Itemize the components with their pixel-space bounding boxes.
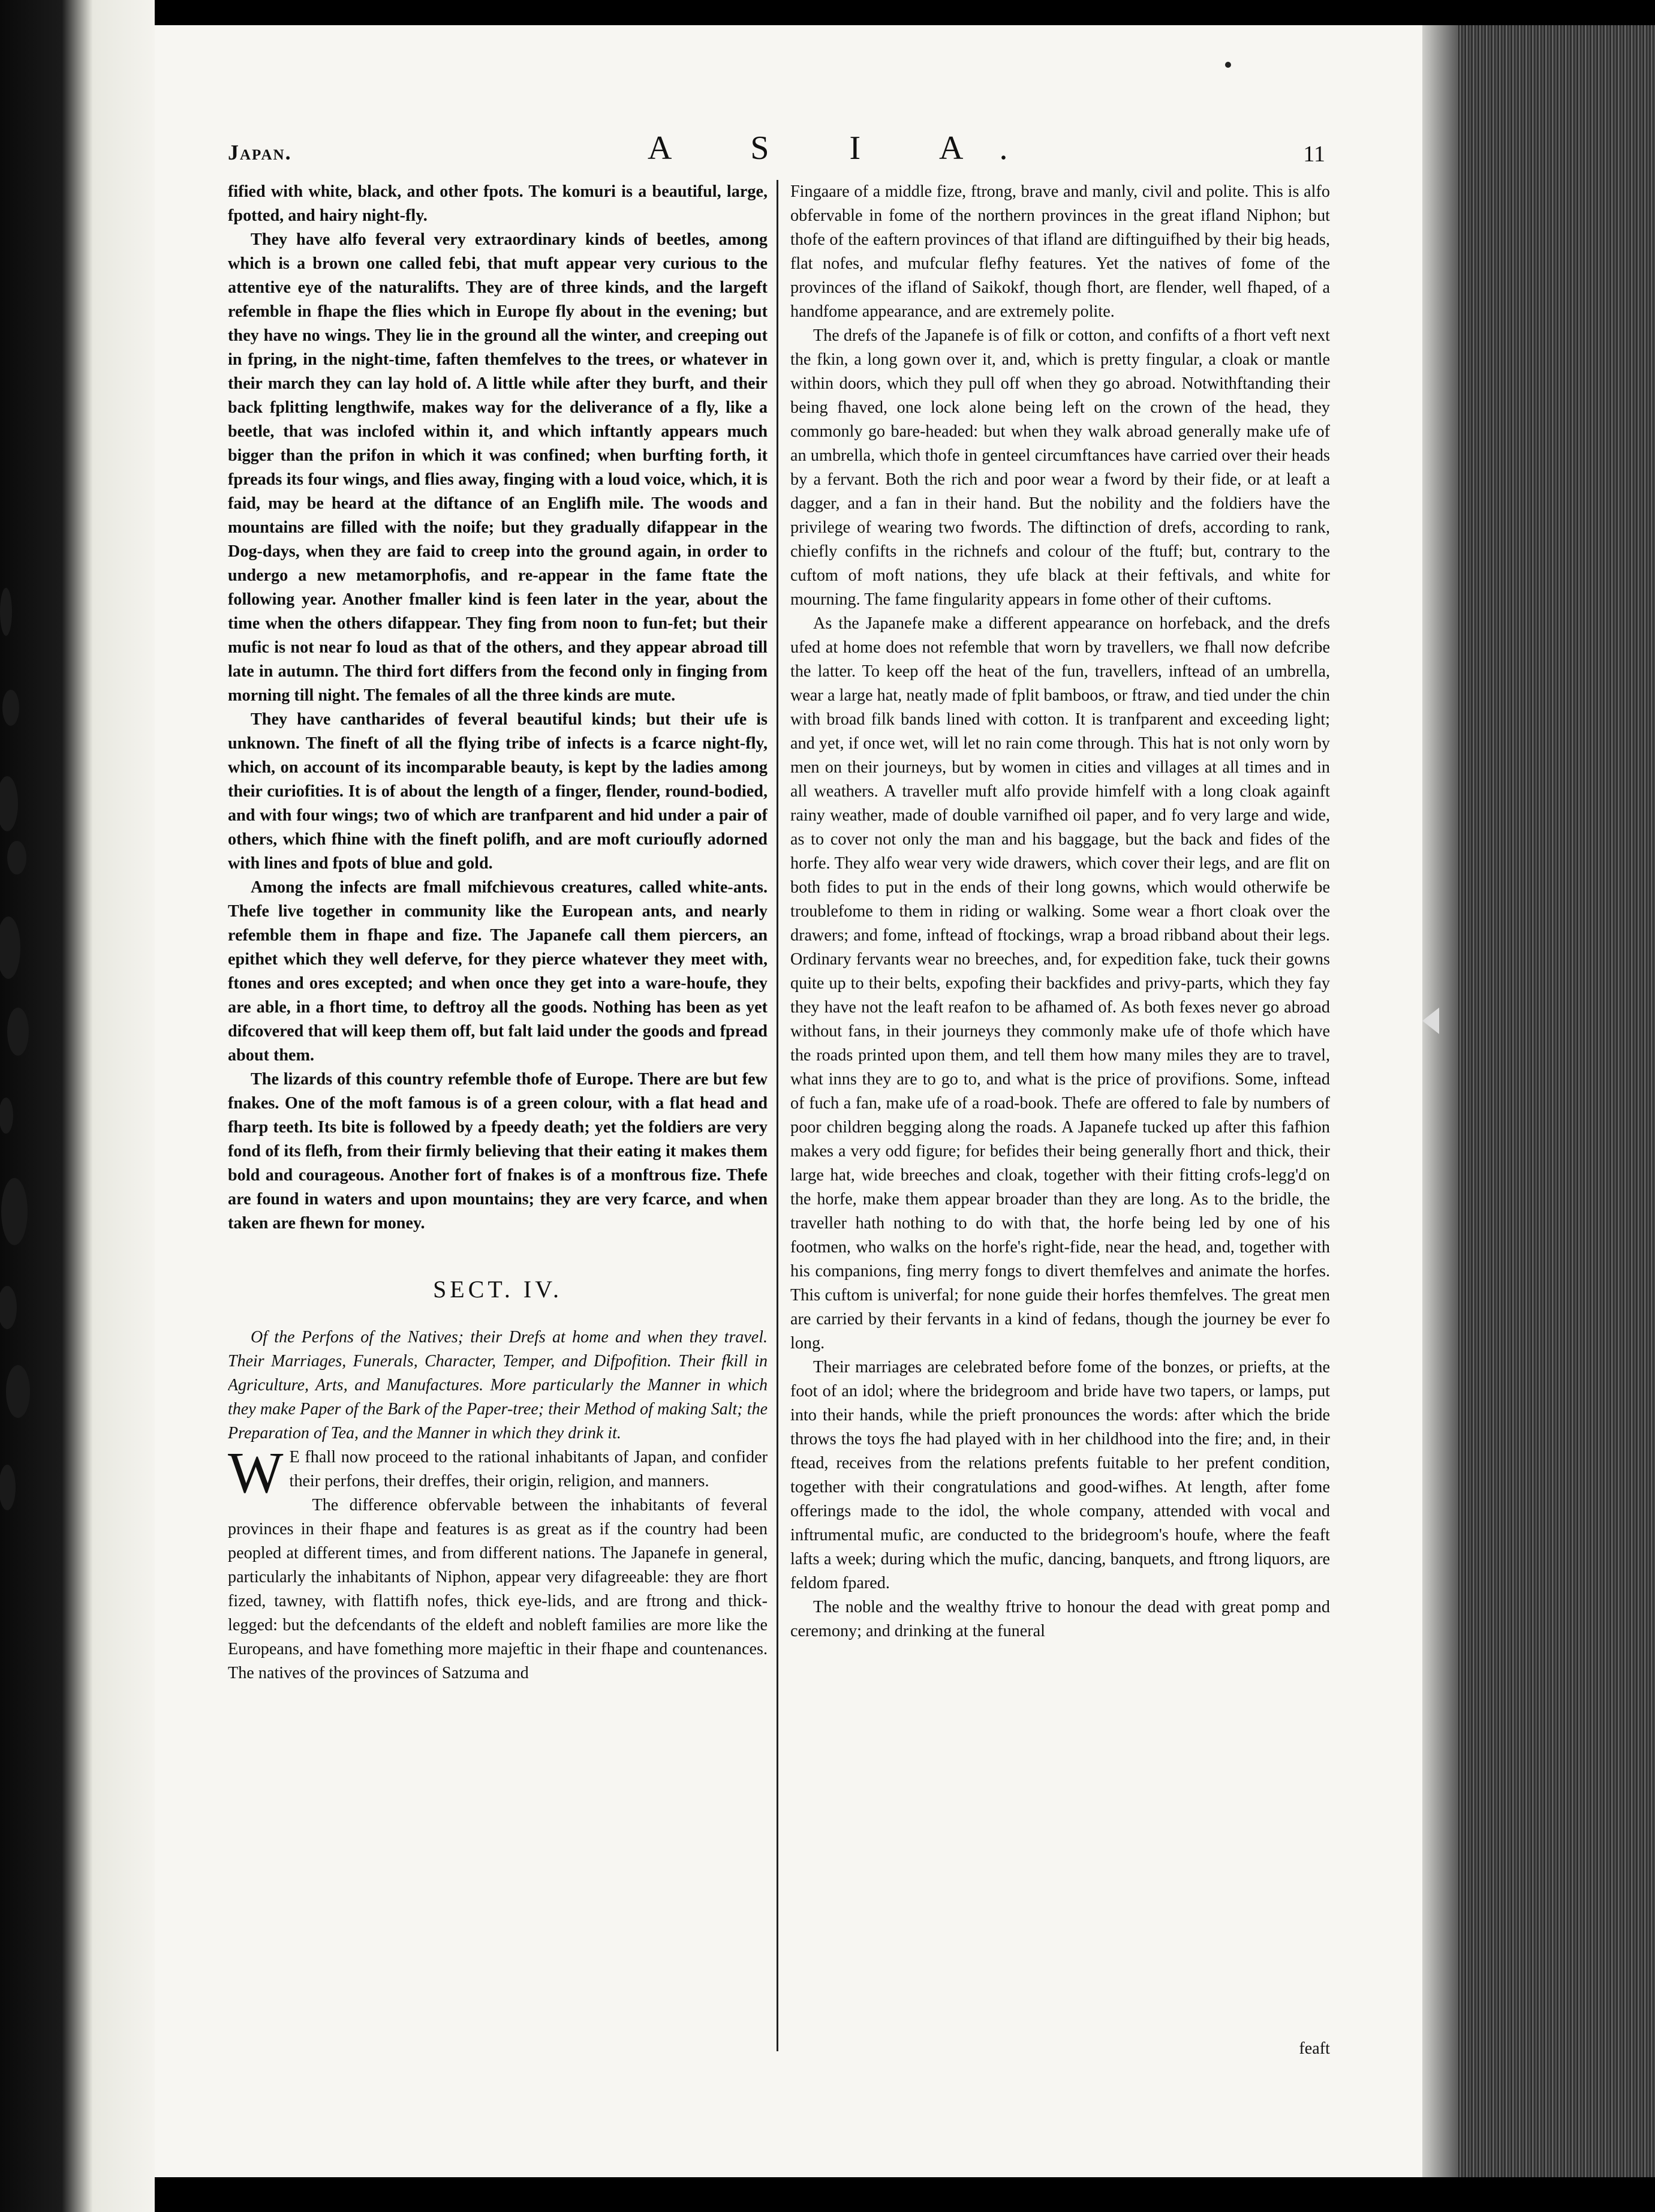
column-rule xyxy=(777,180,778,2051)
section-summary: Of the Perfons of the Natives; their Drefs at home and when they travel. Their Marriages, Funerals, Character, Temper, and Difpofition. Their fkill in Agriculture, Arts, and Manufactures. More particularly the Manner in which they make Paper of the Bark of the Paper-tree; their Method of making Salt; the Preparation of Tea, and the Manner in which they drink it. xyxy=(228,1328,768,1442)
paragraph: fified with white, black, and other fpots. The komuri is a beautiful, large, fpotted, and hairy night-fly. xyxy=(228,182,768,225)
paragraph: Fingaare of a middle fize, ftrong, brave and manly, civil and polite. This is alfo obfervable in fome of the northern provinces in the great ifland Niphon; but thofe of the eaftern provinces of that ifland are diftinguifhed by their big heads, flat nofes, and mufcular flefhy features. Yet the natives of fome of the provinces of the ifland of Saikokf, though fhort, are flender, well fhaped, of a handfome appearance, and are extremely polite. xyxy=(790,182,1330,321)
paragraph: They have cantharides of feveral beautiful kinds; but their ufe is unknown. The fineft of all the flying tribe of infects is a fcarce night-fly, which, on account of its incomparable beauty, is kept by the ladies among their curiofities. It is of about the length of a finger, flender, round-bodied, and with four wings; two of which are tranfparent and hid under a pair of others, which fhine with the fineft polifh, and are moft curioufly adorned with lines and fpots of blue and gold. xyxy=(228,710,768,873)
paragraph: As the Japanefe make a different appearance on horfeback, and the drefs ufed at home does not refemble that worn by travellers, we fhall now defcribe the latter. To keep off the heat of the fun, travellers, inftead of an umbrella, wear a large hat, neatly made of fplit bamboos, or ftraw, and tied under the chin with broad filk bands lined with cotton. It is tranfparent and exceeding light; and yet, if once wet, will let no rain come through. This hat is not only worn by men on their journeys, but by women in cities and villages at all times and in all weathers. A traveller muft alfo provide himfelf with a long cloak againft rainy weather, made of double varnifhed oil paper, and fo very large and wide, as to cover not only the man and his baggage, but the back and fides of the horfe. They alfo wear very wide drawers, which cover their legs, and are flit on both fides to put in the ends of their long gowns, which would otherwife be troublefome to them in riding or walking. Some wear a fhort cloak over the drawers; and fome, inftead of ftockings, wrap a broad ribband about their legs. Ordinary fervants wear no breeches, and, for expedition fake, tuck their gowns quite up to their belts, expofing their backfides and privy-parts, which they fay they have not the leaft reafon to be afhamed of. As both fexes never go abroad without fans, in their journeys they commonly make ufe of thofe which have the roads printed upon them, and tell them how many miles they are to travel, what inns they are to go to, and what is the price of provifions. Some, inftead of fuch a fan, make ufe of a road-book. Thefe are offered to fale by numbers of poor children begging along the roads. A Japanefe tucked up after this fafhion makes a very odd figure; for befides their being generally fhort and thick, their large hat, wide breeches and cloak, together with their fitting crofs-legg'd on the horfe, make them appear broader than they are long. As to the bridle, the traveller hath nothing to do with that, the horfe being led by one of his footmen, who walks on the horfe's right-fide, near the head, and, together with his companions, fing merry fongs to divert themfelves and animate the horfes. This cuftom is univerfal; for none guide their horfes themfelves. The great men are carried by their fervants in a kind of fedans, though the journey be ever fo long. xyxy=(790,614,1330,1353)
catchword-line xyxy=(790,2034,1330,2061)
section-heading: SECT. IV. xyxy=(433,1276,562,1303)
facing-page-ornament xyxy=(0,576,42,1595)
paragraph: The drefs of the Japanefe is of filk or cotton, and confifts of a fhort veft next the fkin, a long gown over it, and, which is pretty fingular, a cloak or mantle within doors, which they pull off when they go abroad. Notwithftanding their being fhaved, one lock alone being left on the crown of the head, they commonly go bare-headed: but when they walk abroad generally make ufe of an umbrella, which thofe in genteel circumftances have carried over their heads by a fervant. Both the rich and poor wear a fword by their fide, or at leaft a dagger, and a fan in their hand. But the nobility and the foldiers have the privilege of wearing two fwords. The diftinction of drefs, according to rank, chiefly confifts in the richnefs and colour of the ftuff; but, contrary to the cuftom of moft nations, they ufe black at their feftivals, and white for mourning. The fame fingularity appears in fome other of their cuftoms. xyxy=(790,326,1330,609)
paragraph: The noble and the wealthy ftrive to honour the dead with great pomp and ceremony; and drinking at the funeral xyxy=(790,1598,1330,1640)
opening-text: E fhall now proceed to the rational inhabitants of Japan, and confider their perfons, their dreffes, their origin, religion, and manners. xyxy=(289,1448,768,1490)
catchword: feaft xyxy=(1299,2039,1330,2058)
paragraph: Their marriages are celebrated before fome of the bonzes, or priefts, at the foot of an idol; where the bridegroom and bride have two tapers, or lamps, put into their hands, while the prieft pronounces the words: after which the bride throws the toys fhe had played with in her childhood into the fire; and, in their ftead, receives from the relations prefents fuitable to her prefent condition, together with their congratulations and good-wifhes. At length, after fome offerings made to the idol, the whole company, attended with vocal and inftrumental mufic, are conducted to the bridegroom's houfe, where the feaft lafts a week; during which the mufic, dancing, banquets, and ftrong liquors, are feldom fpared. xyxy=(790,1358,1330,1592)
paragraph xyxy=(228,1441,768,1505)
right-column xyxy=(790,180,1330,2033)
ink-speck xyxy=(1225,62,1231,68)
drop-cap: W xyxy=(228,1441,284,1505)
header-title: A S I A. xyxy=(648,130,1044,167)
paragraph: The difference obfervable between the inhabitants of feveral provinces in their fhape and features is as great as if the country had been peopled at different times, and from different nations. The Japanefe in general, particularly the inhabitants of Niphon, appear very difagreeable: they are fhort fized, tawney, with flattifh nofes, thick eye-lids, and are ftrong and thick-legged: but the defcendants of the eldeft and nobleft families are more like the Europeans, and have fomething more majeftic in their fhape and countenances. The natives of the provinces of Satzuma and xyxy=(228,1496,768,1682)
left-column xyxy=(228,180,768,2033)
page-marker-tab xyxy=(1422,1008,1439,1034)
page-number: 11 xyxy=(1303,142,1325,167)
paragraph: Among the infects are fmall mifchievous creatures, called white-ants. Thefe live together in community like the European ants, and nearly refemble them in fhape and fize. The Japanefe call them piercers, an epithet which they well deferve, for they pierce whatever they meet with, ftones and ores excepted; and when once they get into a ware-houfe, they are able, in a fhort time, to deftroy all the goods. Nothing has been as yet difcovered that will keep them off, but falt laid under the goods and fpread about them. xyxy=(228,878,768,1065)
header-section: Japan. xyxy=(228,140,292,164)
paragraph: They have alfo feveral very extraordinary kinds of beetles, among which is a brown one called febi, that muft appear very curious to the attentive eye of the naturalifts. They are of three kinds, and the largeft refemble in fhape the flies which in Europe fly about in the evening; but they have no wings. They lie in the ground all the winter, and creeping out in fpring, in the night-time, faften themfelves to the trees, or whatever in their march they can lay hold of. A little while after they burft, and their back fplitting lengthwife, makes way for the deliverance of a fly, like a beetle, that was inclofed within it, and which inftantly appears much bigger than the prifon in which it was confined; when burfting forth, it fpreads its four wings, and flies away, finging with a loud voice, which, it is faid, may be heard at the diftance of an Englifh mile. The woods and mountains are filled with the noife; but they gradually difappear in the Dog-days, when they are faid to creep into the ground again, in order to undergo a new metamorphofis, and re-appear in the fame ftate the following year. Another fmaller kind is feen later in the year, about the time when the others difappear. They fing from noon to fun-fet; but their mufic is not near fo loud as that of the others, and they appear abroad till late in autumn. The third fort differs from the fecond only in finging from morning till night. The females of all the three kinds are mute. xyxy=(228,230,768,705)
paragraph: The lizards of this country refemble thofe of Europe. There are but few fnakes. One of the moft famous is of a green colour, with a flat head and fharp teeth. Its bite is followed by a fpeedy death; yet the foldiers are very fond of its flefh, from their firmly believing that their eating it makes them bold and courageous. Another fort of fnakes is of a monftrous fize. Thefe are found in waters and upon mountains; they are very fcarce, and when taken are fhewn for money. xyxy=(228,1070,768,1233)
page-gutter-shadow xyxy=(1422,25,1458,2177)
running-header xyxy=(228,129,1325,177)
